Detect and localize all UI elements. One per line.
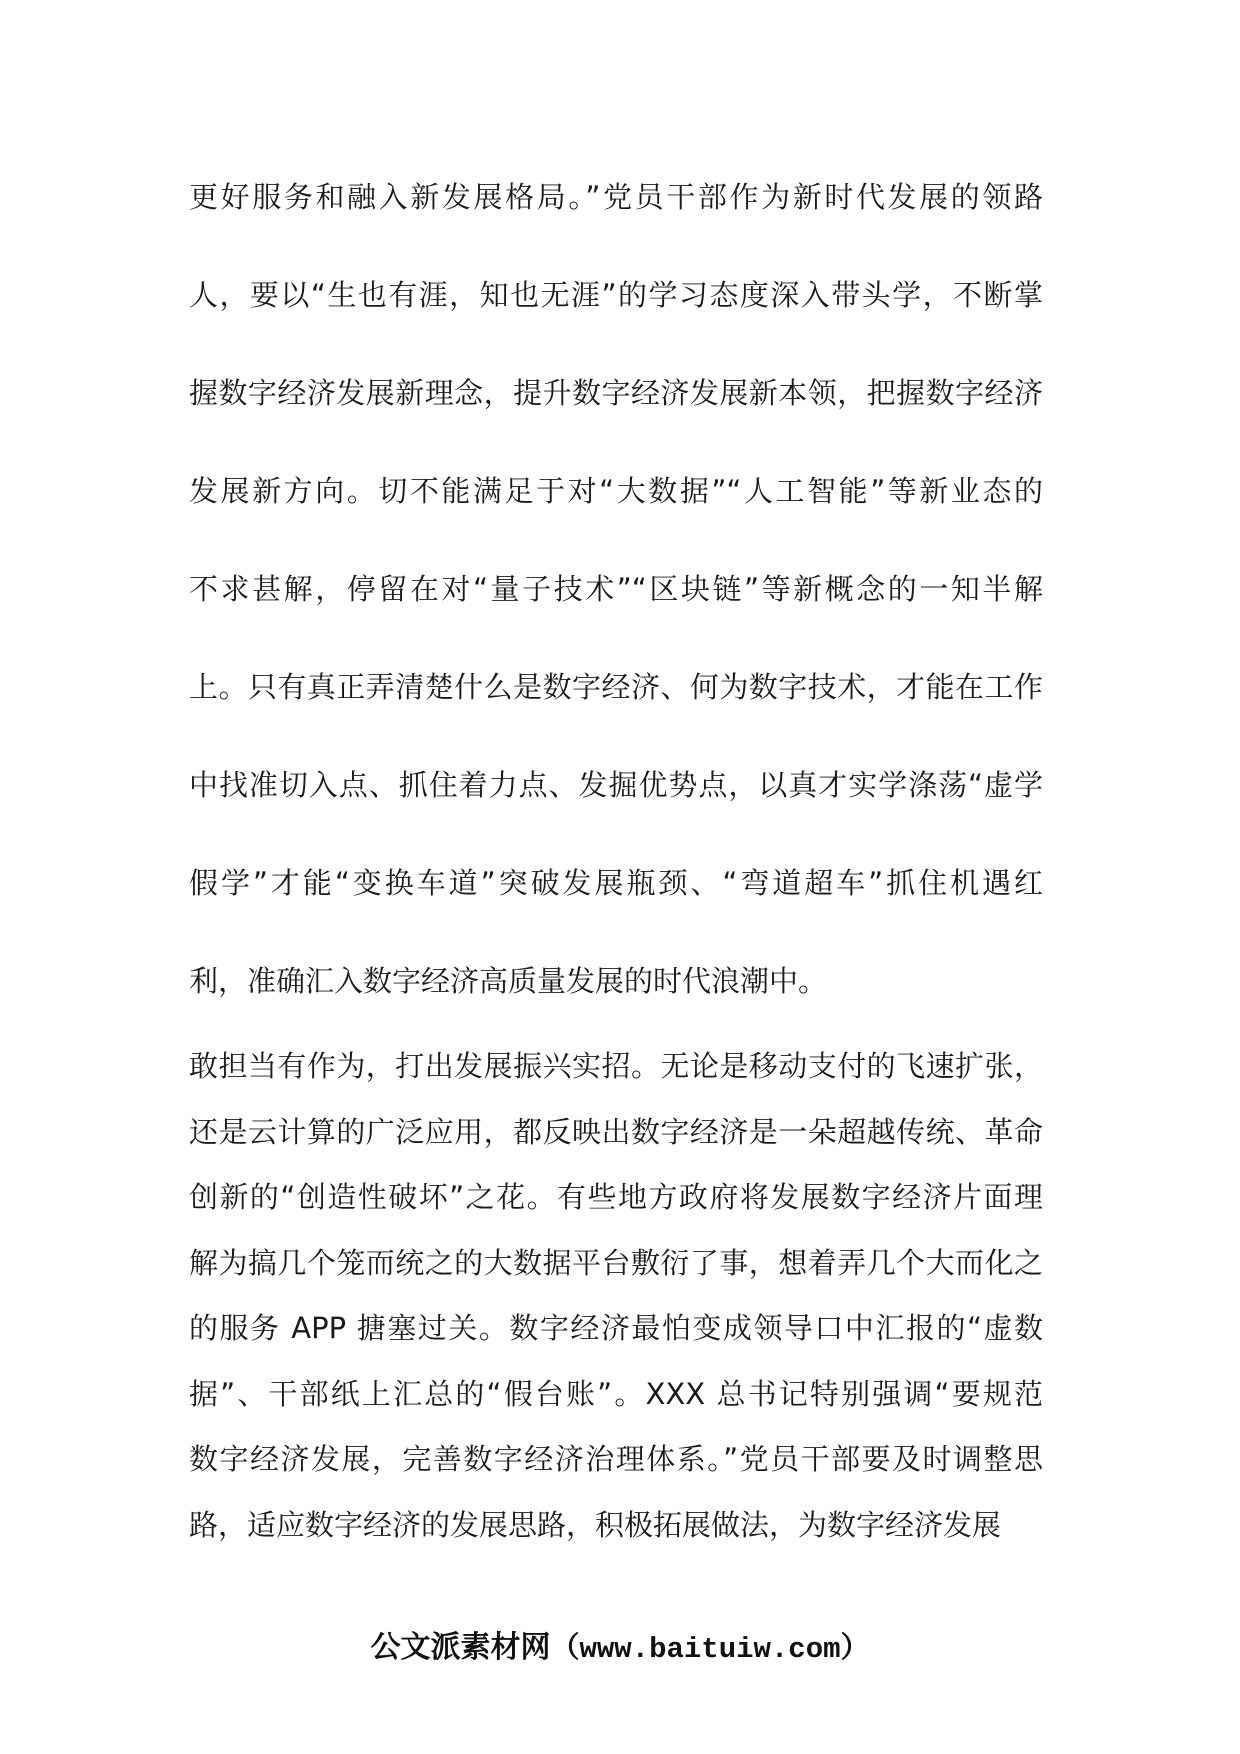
text-line: 敢担当有作为，打出发展振兴实招。无论是移动支付的飞速扩张， bbox=[189, 1049, 1043, 1083]
text-line: 还是云计算的广泛应用，都反映出数字经济是一朵超越传统、革命 bbox=[189, 1114, 1043, 1149]
footer-site-name: 公文派素材网 bbox=[370, 1630, 551, 1665]
page-footer bbox=[0, 1624, 1240, 1672]
text-line: 解为搞几个笼而统之的大数据平台敷衍了事，想着弄几个大而化之 bbox=[189, 1245, 1043, 1280]
text-line: 人，要以“生也有涯，知也无涯”的学习态度深入带头学，不断掌 bbox=[189, 278, 1043, 312]
text-line: 数字经济发展，完善数字经济治理体系。”党员干部要及时调整思 bbox=[189, 1442, 1043, 1476]
text-line: 假学”才能“变换车道”突破发展瓶颈、“弯道超车”抓住机遇红 bbox=[189, 866, 1043, 900]
text-line: 的服务 APP 搪塞过关。数字经济最怕变成领导口中汇报的“虚数 bbox=[189, 1311, 1043, 1345]
footer-url: （www.baituiw.com） bbox=[550, 1633, 870, 1666]
paragraph-2 bbox=[189, 1034, 1043, 1558]
text-line: 路，适应数字经济的发展思路，积极拓展做法，为数字经济发展 bbox=[189, 1507, 1002, 1542]
text-line: 据”、干部纸上汇总的“假台账”。XXX 总书记特别强调“要规范 bbox=[189, 1376, 1043, 1411]
text-line: 握数字经济发展新理念，提升数字经济发展新本领，把握数字经济 bbox=[189, 376, 1043, 410]
text-line: 创新的“创造性破坏”之花。有些地方政府将发展数字经济片面理 bbox=[189, 1180, 1043, 1214]
text-line: 不求甚解，停留在对“量子技术”“区块链”等新概念的一知半解 bbox=[189, 572, 1043, 606]
paragraph-1 bbox=[189, 148, 1043, 1030]
text-line: 利，准确汇入数字经济高质量发展的时代浪潮中。 bbox=[189, 964, 828, 998]
text-line: 上。只有真正弄清楚什么是数字经济、何为数字技术，才能在工作 bbox=[189, 670, 1043, 704]
text-line: 中找准切入点、抓住着力点、发掘优势点，以真才实学涤荡“虚学 bbox=[189, 768, 1043, 802]
text-line: 发展新方向。切不能满足于对“大数据”“人工智能”等新业态的 bbox=[189, 474, 1043, 508]
text-line: 更好服务和融入新发展格局。”党员干部作为新时代发展的领路 bbox=[189, 180, 1043, 214]
